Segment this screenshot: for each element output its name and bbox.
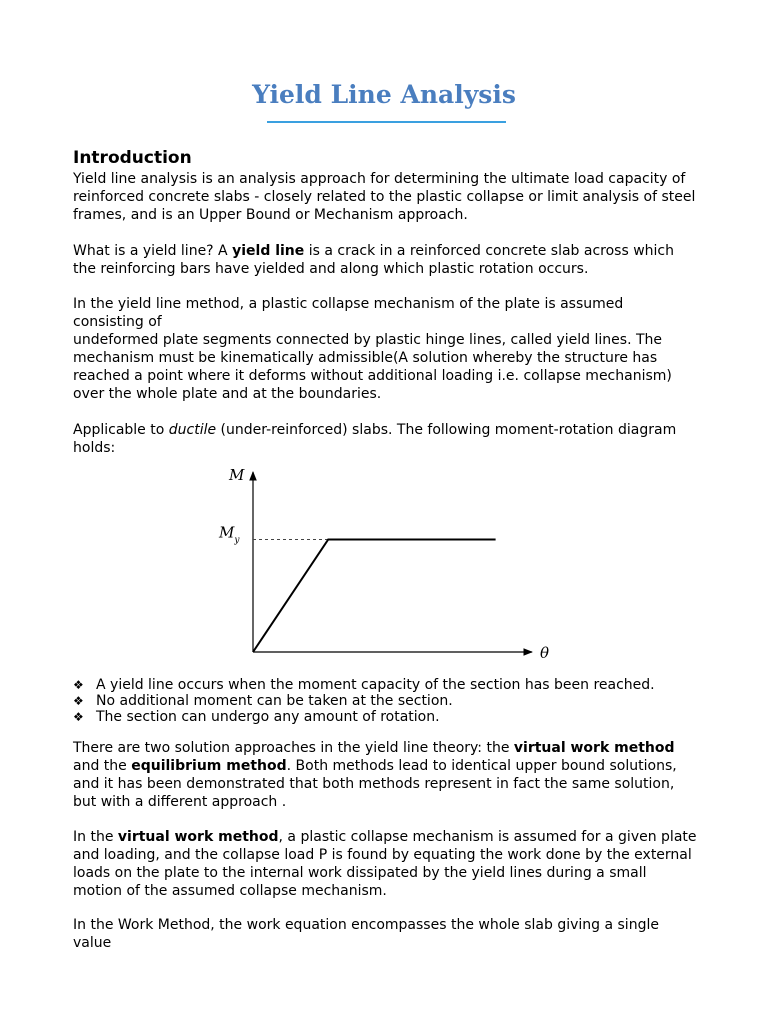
italic-term-ductile: ductile [168,422,217,438]
method-paragraph-line1: In the yield line method, a plastic collapse mechanism of the plate is assumed consisting of [73,296,624,330]
bold-term-equilibrium-method: equilibrium method [131,758,287,774]
text-run: What is a yield line? A [73,243,233,259]
text-run: , a plastic collapse mechanism is assumed for a given plate and loading, and the collapse load P is found by equating the work done by the external loads on the plate to the internal work dissipated by the yield lines during a small motion of the assumed collapse mechanism. [73,829,697,899]
list-item-text: No additional moment can be taken at the section. [96,693,453,709]
text-run: is a crack in a reinforced concrete slab across which the reinforcing bars have yielded and along which plastic rotation occurs. [73,243,674,277]
page-title: Yield Line Analysis [252,80,516,109]
text-run: . Both methods lead to identical upper bound solutions, and it has been demonstrated that both methods represent in fact the same solution, but with a different approach . [73,758,677,810]
method-paragraph-line2: undeformed plate segments connected by plastic hinge lines, called yield lines. The mechanism must be kinematically admissible(A solution whereby the structure has reached a point where it deforms without additional loading i.e. collapse mechanism) over the whole plate and at the boundaries. [73,332,672,402]
text-run: In the [73,829,118,845]
text-run: and the [73,758,132,774]
virtual-work-paragraph [73,828,698,900]
text-run: Applicable to [73,422,169,438]
applicable-paragraph [73,421,698,457]
yield-moment-label-subscript: y [234,535,240,546]
bullet-marker-icon: ❖ [73,678,84,692]
y-axis-label: M [229,466,245,484]
bold-term-virtual-work-method: virtual work method [513,740,675,756]
list-item [73,677,698,693]
text-run: (under-reinforced) slabs. The following moment-rotation diagram holds: [73,422,677,456]
intro-paragraph: Yield line analysis is an analysis approach for determining the ultimate load capacity of reinforced concrete slabs - closely related to the plastic collapse or limit analysis of steel frames, and is an Upper Bound or Mechanism approach. [73,171,696,223]
yield-moment-label [218,524,240,546]
moment-rotation-diagram [210,462,560,667]
x-axis-label: θ [540,644,550,662]
work-method-paragraph: In the Work Method, the work equation encompasses the whole slab giving a single value [73,917,659,951]
title-underline [267,121,506,123]
bold-term-yield-line: yield line [232,243,305,259]
section-heading-introduction: Introduction [73,148,192,168]
bullet-marker-icon: ❖ [73,694,84,708]
moment-rotation-curve [253,540,496,653]
yield-line-definition-paragraph [73,242,698,278]
list-item [73,709,698,725]
yield-moment-label-main: M [219,523,235,542]
text-run: There are two solution approaches in the yield line theory: the [73,740,514,756]
bullet-marker-icon: ❖ [73,710,84,724]
approaches-paragraph [73,739,698,811]
list-item-text: The section can undergo any amount of rotation. [96,709,440,725]
list-item [73,693,698,709]
bullet-list [73,677,698,725]
list-item-text: A yield line occurs when the moment capacity of the section has been reached. [96,677,655,693]
bold-term-virtual-work-method: virtual work method [117,829,279,845]
